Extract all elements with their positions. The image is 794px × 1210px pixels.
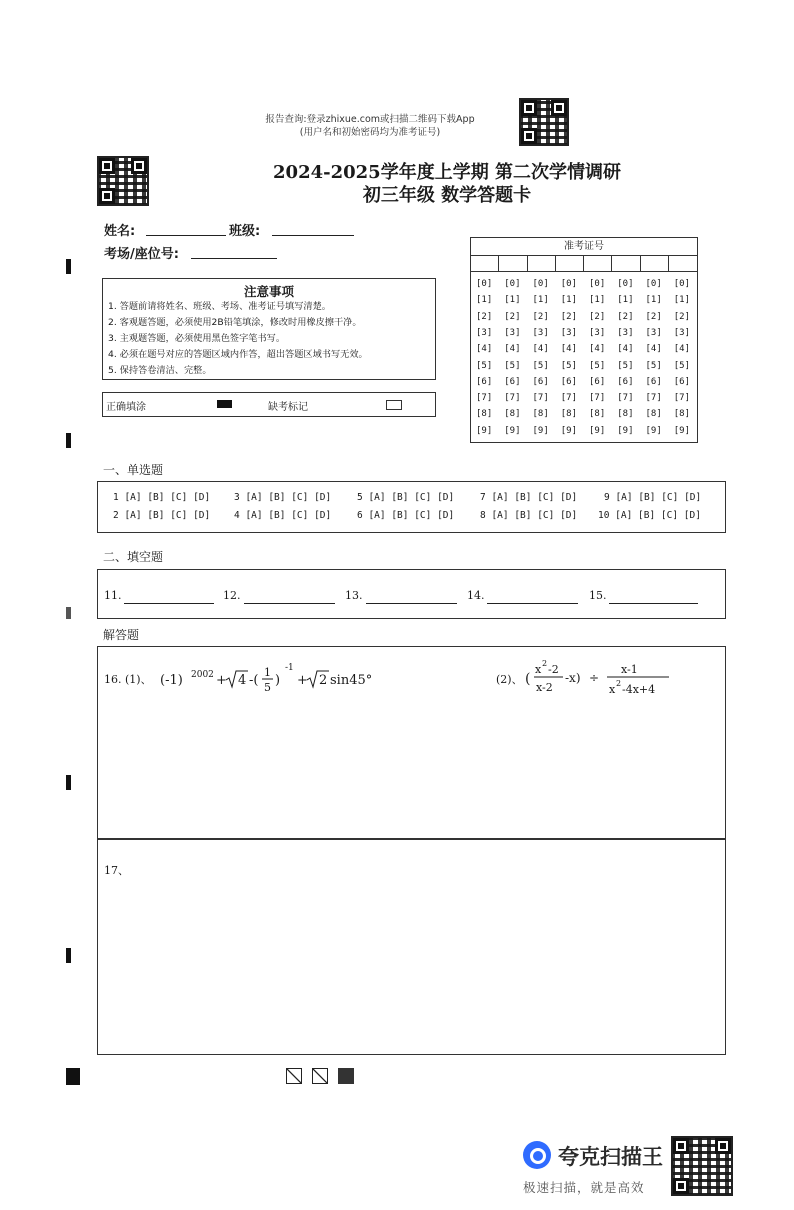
notice-item: 1. 答题前请将姓名、班级、考场、准考证号填写清楚。 (108, 301, 331, 312)
svg-text:-2: -2 (548, 663, 559, 676)
exam-id-digit-bubble[interactable]: [7] (476, 393, 493, 404)
exam-id-digit-bubble[interactable]: [8] (617, 409, 634, 420)
exam-id-digit-bubble[interactable]: [4] (617, 344, 634, 355)
exam-id-digit-bubble[interactable]: [3] (476, 327, 493, 338)
credential-hint: (用户名和初始密码均为准考证号) (299, 127, 441, 138)
exam-id-digit-bubble[interactable]: [0] (617, 279, 634, 289)
blank-answer-15[interactable] (609, 603, 698, 604)
exam-id-digit-bubble[interactable]: [6] (560, 376, 578, 387)
exam-id-digit-bubble[interactable]: [8] (504, 409, 521, 420)
blank-answer-11[interactable] (124, 603, 214, 604)
qr-code-top-right (519, 98, 569, 146)
page-title: 2024-2025学年度上学期 第二次学情调研 (273, 162, 621, 183)
exam-id-digit-bubble[interactable]: [5] (560, 360, 578, 371)
svg-text:÷: ÷ (589, 671, 600, 685)
absent-mark-label: 缺考标记 (268, 402, 308, 413)
svg-text:x-1: x-1 (621, 663, 638, 676)
exam-id-digit-bubble[interactable]: [9] (532, 425, 549, 436)
svg-text:(-1): (-1) (160, 673, 183, 688)
choice-q4[interactable]: 4 [A] [B] [C] [D] (234, 510, 332, 521)
exam-id-entry-box[interactable] (669, 255, 697, 272)
exam-id-digit-bubble[interactable]: [3] (532, 327, 549, 338)
exam-id-digit-bubble[interactable]: [3] (589, 327, 606, 338)
exam-id-digit-bubble[interactable]: [5] (617, 360, 634, 371)
choice-q7[interactable]: 7 [A] [B] [C] [D] (480, 492, 578, 503)
notice-item: 3. 主观题答题，必须使用黑色签字笔书写。 (108, 333, 286, 344)
svg-text:2002: 2002 (191, 670, 214, 680)
name-label: 姓名: (104, 224, 136, 239)
timing-mark (66, 948, 71, 963)
timing-mark (66, 259, 71, 274)
blank-label-12: 12. (223, 589, 241, 602)
exam-id-digit-bubble[interactable]: [0] (560, 279, 578, 289)
exam-id-digit-bubble[interactable]: [1] (532, 295, 549, 306)
exam-id-digit-bubble[interactable]: [2] (532, 311, 549, 322)
exam-id-digit-bubble[interactable]: [2] (617, 311, 634, 322)
exam-id-digit-bubble[interactable]: [7] (645, 393, 662, 404)
choice-q6[interactable]: 6 [A] [B] [C] [D] (357, 510, 455, 521)
choice-q10[interactable]: 10 [A] [B] [C] [D] (598, 510, 701, 521)
blank-label-15: 15. (589, 589, 607, 602)
page-mark-box (312, 1068, 328, 1084)
room-seat-label: 考场/座位号: (104, 247, 179, 262)
exam-id-digit-bubble[interactable]: [3] (504, 327, 521, 338)
exam-id-digit-bubble[interactable]: [4] (476, 344, 493, 355)
svg-text:-4x+4: -4x+4 (622, 683, 656, 696)
svg-text:-1: -1 (285, 663, 294, 673)
exam-id-digit-bubble[interactable]: [5] (476, 360, 493, 371)
page-mark-box (286, 1068, 302, 1084)
svg-text:-x): -x) (565, 671, 581, 685)
section-title-single-choice: 一、单选题 (103, 463, 164, 477)
exam-id-digit-bubble[interactable]: [2] (645, 311, 662, 322)
page-subtitle: 初三年级 数学答题卡 (362, 185, 532, 206)
exam-id-digit-bubble[interactable]: [1] (476, 295, 493, 306)
exam-id-digit-bubble[interactable]: [4] (673, 344, 691, 355)
blank-answer-12[interactable] (244, 603, 335, 604)
single-choice-area (97, 481, 726, 533)
exam-id-digit-bubble[interactable]: [9] (589, 425, 606, 436)
exam-id-digit-bubble[interactable]: [1] (617, 295, 634, 306)
exam-id-digit-bubble[interactable]: [6] (589, 376, 606, 387)
qr-code-footer (671, 1136, 733, 1196)
exam-id-digit-bubble[interactable]: [5] (504, 360, 521, 371)
section-title-solutions: 解答题 (103, 628, 140, 642)
exam-id-digit-bubble[interactable]: [9] (645, 425, 662, 436)
exam-id-digit-bubble[interactable]: [8] (645, 409, 662, 420)
exam-id-digit-bubble[interactable]: [0] (673, 279, 691, 289)
exam-id-digit-bubble[interactable]: [6] (476, 376, 493, 387)
choice-q5[interactable]: 5 [A] [B] [C] [D] (357, 492, 455, 503)
exam-id-digit-bubble[interactable]: [7] (532, 393, 549, 404)
exam-id-digit-bubble[interactable]: [5] (589, 360, 606, 371)
exam-id-digit-bubble[interactable]: [9] (476, 425, 493, 436)
page-mark-filled (338, 1068, 354, 1084)
exam-id-digit-bubble[interactable]: [2] (589, 311, 606, 322)
exam-id-digit-bubble[interactable]: [8] (560, 409, 578, 420)
absent-mark-box[interactable] (386, 400, 402, 410)
correct-fill-sample (217, 400, 232, 408)
exam-id-digit-bubble[interactable]: [3] (617, 327, 634, 338)
exam-id-entry-box[interactable] (556, 255, 584, 272)
exam-id-digit-bubble[interactable]: [0] (504, 279, 521, 289)
exam-id-digit-bubble[interactable]: [5] (645, 360, 662, 371)
exam-id-digit-bubble[interactable]: [5] (532, 360, 549, 371)
fill-legend (102, 392, 436, 417)
svg-text:2: 2 (616, 679, 622, 688)
exam-id-digit-bubble[interactable]: [7] (589, 393, 606, 404)
blank-label-11: 11. (104, 589, 122, 602)
exam-id-title: 准考证号 (471, 238, 697, 256)
choice-q3[interactable]: 3 [A] [B] [C] [D] (234, 492, 332, 503)
class-label: 班级: (229, 224, 261, 239)
timing-mark (66, 433, 71, 448)
exam-id-digit-bubble[interactable]: [7] (560, 393, 578, 404)
exam-id-digit-bubble[interactable]: [2] (673, 311, 691, 322)
notice-box (102, 278, 436, 380)
svg-text:2: 2 (542, 659, 548, 668)
q17-label: 17、 (104, 864, 129, 877)
exam-id-digit-bubble[interactable]: [8] (589, 409, 606, 420)
exam-id-digit-bubble[interactable]: [3] (560, 327, 578, 338)
brand-name: 夸克扫描王 (558, 1145, 663, 1169)
timing-mark (66, 775, 71, 790)
class-field[interactable] (272, 235, 354, 236)
exam-id-digit-bubble[interactable]: [4] (589, 344, 606, 355)
exam-id-digit-bubble[interactable]: [6] (504, 376, 521, 387)
blank-answer-13[interactable] (366, 603, 457, 604)
section-title-fill-blank: 二、填空题 (103, 550, 164, 564)
choice-q1[interactable]: 1 [A] [B] [C] [D] (113, 492, 211, 503)
exam-id-digit-bubble[interactable]: [1] (589, 295, 606, 306)
notice-item: 5. 保持答卷清洁、完整。 (108, 365, 212, 376)
exam-id-digit-bubble[interactable]: [0] (645, 279, 662, 289)
svg-text:1: 1 (264, 666, 271, 679)
exam-id-digit-bubble[interactable]: [8] (673, 409, 691, 420)
exam-id-digit-bubble[interactable]: [2] (476, 311, 493, 322)
exam-id-digit-bubble[interactable]: [8] (476, 409, 493, 420)
qr-code-top-left (97, 156, 149, 206)
exam-id-digit-bubble[interactable]: [4] (645, 344, 662, 355)
exam-id-digit-bubble[interactable]: [2] (560, 311, 578, 322)
choice-q9[interactable]: 9 [A] [B] [C] [D] (604, 492, 702, 503)
exam-id-digit-bubble[interactable]: [5] (673, 360, 691, 371)
fill-blank-area (97, 569, 726, 619)
exam-id-digit-bubble[interactable]: [6] (532, 376, 549, 387)
svg-text:2: 2 (319, 673, 328, 688)
room-seat-field[interactable] (191, 258, 277, 259)
exam-id-digit-bubble[interactable]: [0] (476, 279, 493, 289)
exam-id-entry-box[interactable] (584, 255, 612, 272)
svg-text:x: x (535, 663, 542, 676)
exam-id-digit-bubble[interactable]: [8] (532, 409, 549, 420)
exam-id-entry-box[interactable] (612, 255, 640, 272)
exam-id-digit-bubble[interactable]: [1] (560, 295, 578, 306)
choice-q2[interactable]: 2 [A] [B] [C] [D] (113, 510, 211, 521)
download-hint: 报告查询:登录zhixue.com或扫描二维码下载App (265, 114, 475, 125)
exam-id-digit-bubble[interactable]: [0] (589, 279, 606, 289)
svg-text:5: 5 (264, 681, 271, 694)
choice-q8[interactable]: 8 [A] [B] [C] [D] (480, 510, 578, 521)
exam-id-entry-box[interactable] (528, 255, 556, 272)
exam-id-digit-bubble[interactable]: [9] (617, 425, 634, 436)
blank-answer-14[interactable] (487, 603, 578, 604)
q16-part1-label: 16. (1)、 (104, 673, 152, 686)
svg-text:4: 4 (238, 673, 247, 688)
notice-item: 4. 必须在题号对应的答题区域内作答，超出答题区域书写无效。 (108, 349, 368, 360)
exam-id-digit-bubble[interactable]: [9] (504, 425, 521, 436)
blank-label-14: 14. (467, 589, 485, 602)
svg-text:+: + (216, 673, 227, 688)
timing-mark (66, 1068, 80, 1085)
svg-text:-(: -( (249, 673, 259, 688)
exam-id-digit-bubble[interactable]: [7] (617, 393, 634, 404)
exam-id-digit-bubble[interactable]: [6] (645, 376, 662, 387)
exam-id-entry-box[interactable] (499, 255, 527, 272)
exam-id-digit-bubble[interactable]: [0] (532, 279, 549, 289)
svg-text:(: ( (525, 671, 531, 687)
name-field[interactable] (146, 235, 226, 236)
exam-id-digit-bubble[interactable]: [7] (673, 393, 691, 404)
exam-id-digit-bubble[interactable]: [9] (560, 425, 578, 436)
exam-id-digit-bubble[interactable]: [6] (617, 376, 634, 387)
exam-id-digit-bubble[interactable]: [9] (673, 425, 691, 436)
notice-item: 2. 客观题答题，必须使用2B铅笔填涂，修改时用橡皮擦干净。 (108, 317, 362, 328)
exam-id-digit-bubble[interactable]: [7] (504, 393, 521, 404)
exam-id-digit-bubble[interactable]: [6] (673, 376, 691, 387)
exam-id-entry-box[interactable] (471, 255, 499, 272)
answer-area-q16[interactable] (97, 646, 726, 839)
q16-part2-expression (523, 653, 703, 703)
timing-mark (66, 607, 71, 619)
brand-slogan: 极速扫描，就是高效 (523, 1180, 645, 1195)
svg-text:sin45°: sin45° (330, 673, 373, 688)
q16-part2-label: (2)、 (496, 673, 523, 686)
exam-id-digit-bubble[interactable]: [4] (560, 344, 578, 355)
exam-id-entry-box[interactable] (641, 255, 669, 272)
svg-text:x: x (609, 683, 616, 696)
exam-id-digit-bubble[interactable]: [3] (645, 327, 662, 338)
exam-id-digit-bubble[interactable]: [4] (504, 344, 521, 355)
exam-id-digit-bubble[interactable]: [4] (532, 344, 549, 355)
exam-id-digit-bubble[interactable]: [2] (504, 311, 521, 322)
answer-area-q17[interactable] (97, 839, 726, 1055)
svg-text:+: + (297, 673, 308, 688)
exam-id-digit-bubble[interactable]: [1] (645, 295, 662, 306)
exam-id-digit-bubble[interactable]: [1] (673, 295, 691, 306)
exam-id-grid (470, 237, 698, 443)
q16-part1-expression (158, 657, 398, 703)
correct-fill-label: 正确填涂 (106, 402, 146, 413)
svg-text:x-2: x-2 (536, 681, 553, 694)
blank-label-13: 13. (345, 589, 363, 602)
exam-id-digit-bubble[interactable]: [1] (504, 295, 521, 306)
brand-logo-icon (523, 1141, 551, 1169)
notice-title: 注意事项 (243, 284, 294, 299)
svg-text:): ) (275, 673, 281, 688)
exam-id-digit-bubble[interactable]: [3] (673, 327, 691, 338)
